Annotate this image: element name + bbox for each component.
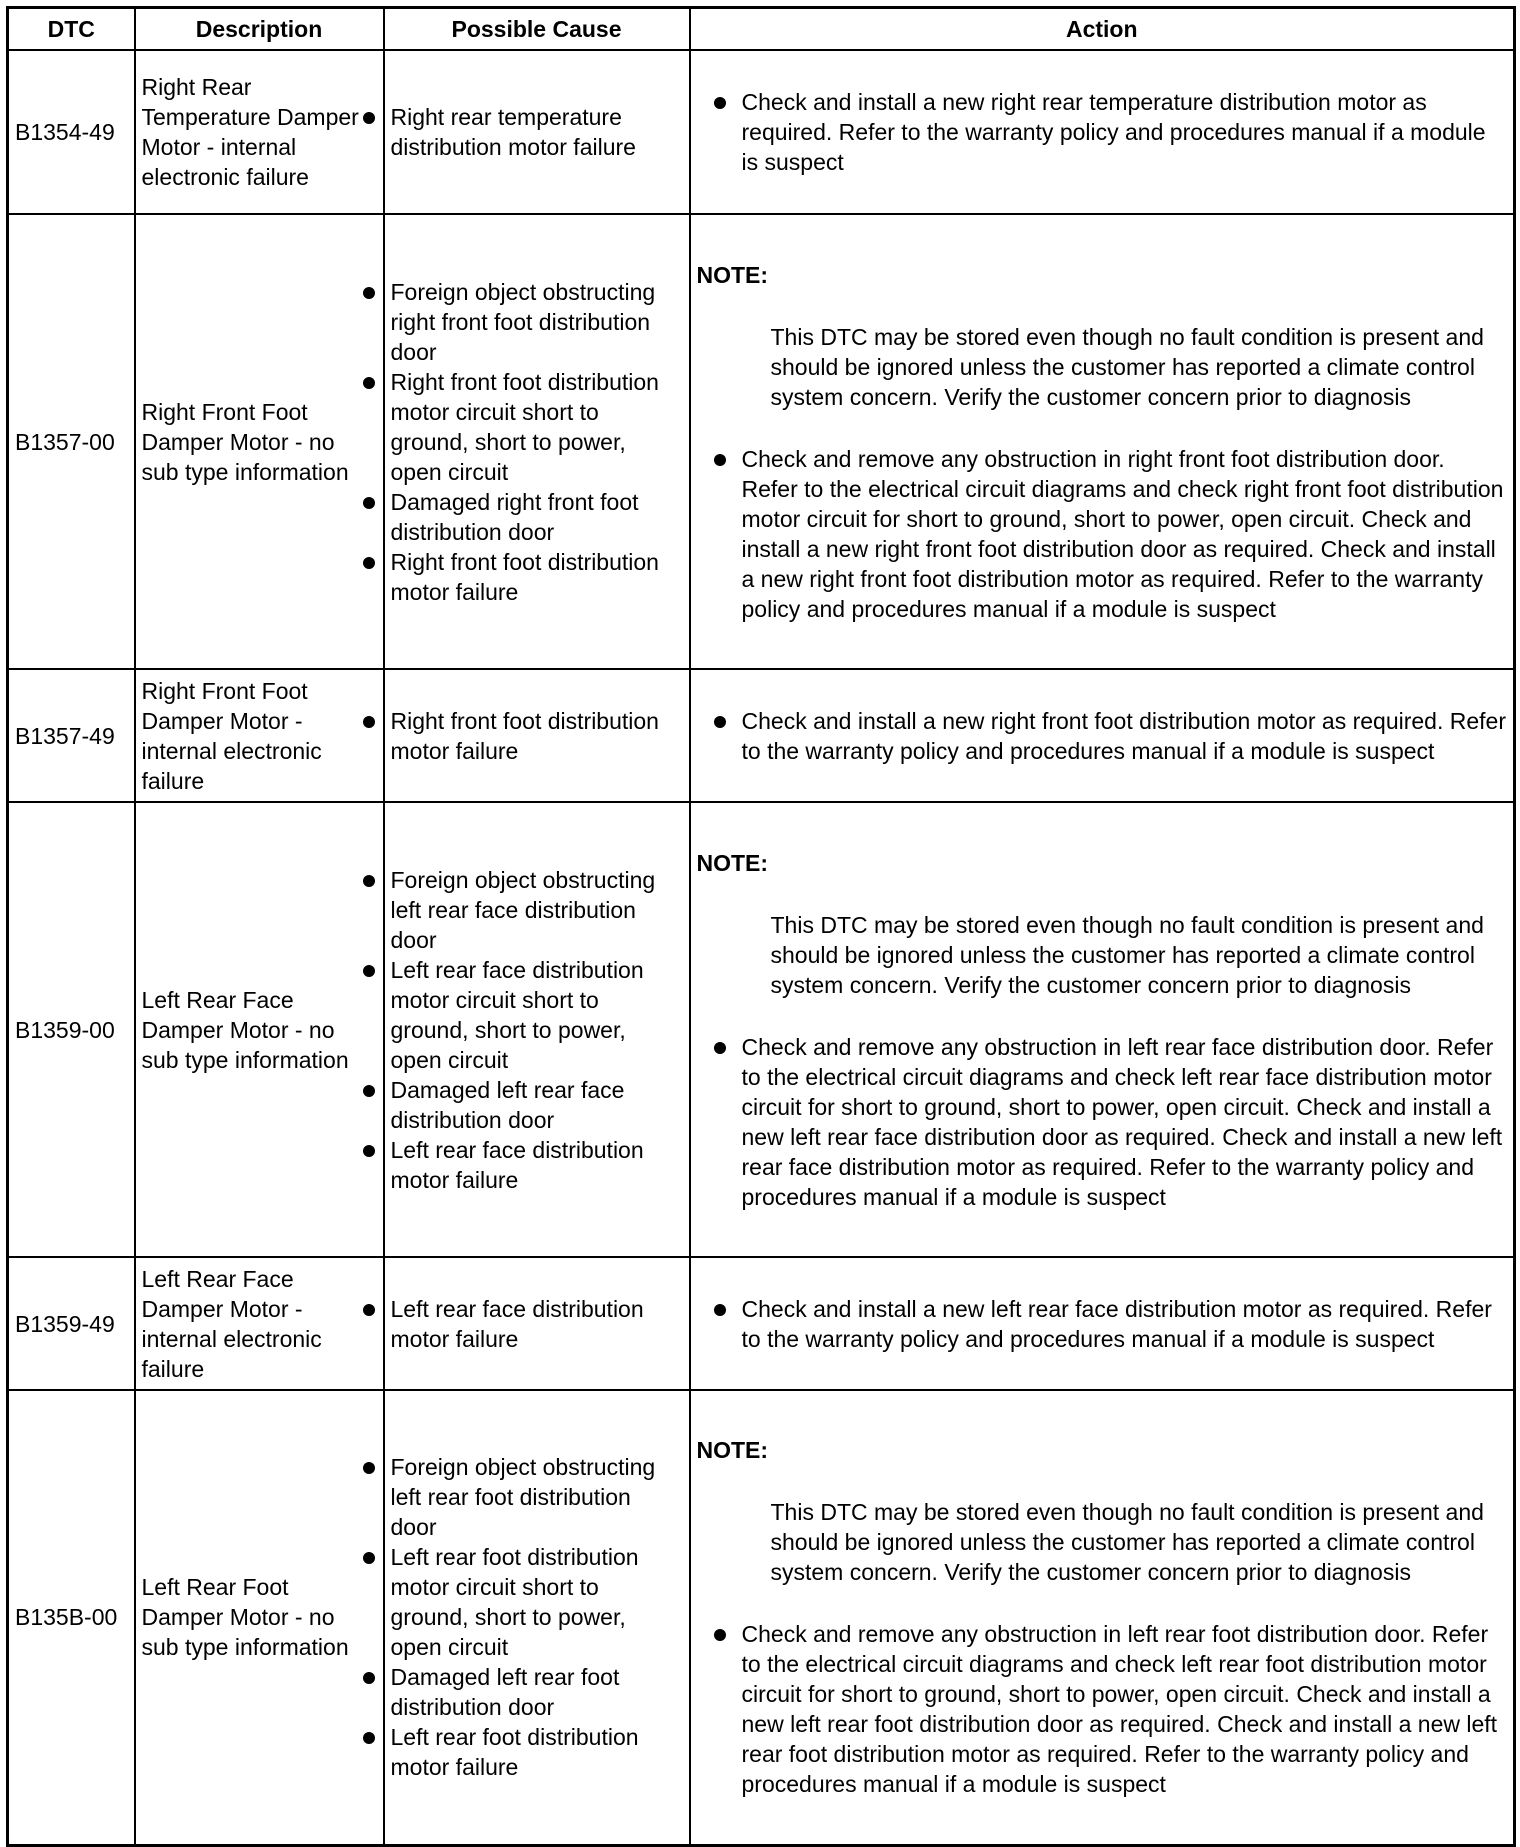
- note-text: This DTC may be stored even though no fault condition is present and should be ignored unless the customer has reported a climate control system concern. Verify the customer concern prior to diagnosis: [770, 911, 1484, 998]
- dtc-description: Left Rear Face Damper Motor - internal electronic failure: [135, 1257, 384, 1390]
- possible-cause-cell: [384, 50, 690, 214]
- possible-cause-cell: [384, 802, 690, 1257]
- note-label: NOTE:: [696, 1437, 769, 1464]
- dtc-description: Left Rear Foot Damper Motor - no sub type information: [135, 1390, 384, 1845]
- dtc-description: Right Front Foot Damper Motor - internal electronic failure: [135, 669, 384, 802]
- dtc-code: B1354-49: [8, 50, 135, 214]
- header-dtc: DTC: [8, 8, 135, 51]
- note-text: This DTC may be stored even though no fault condition is present and should be ignored unless the customer has reported a climate control system concern. Verify the customer concern prior to diagnosis: [770, 1499, 1484, 1586]
- table-row: [8, 50, 1515, 214]
- cause-item: Left rear foot distribution motor failure: [391, 1722, 683, 1782]
- header-action: Action: [690, 8, 1515, 51]
- dtc-description: Left Rear Face Damper Motor - no sub type information: [135, 802, 384, 1257]
- header-cause: Possible Cause: [384, 8, 690, 51]
- action-cell: [690, 669, 1515, 802]
- cause-item: Right rear temperature distribution motor failure: [391, 102, 683, 162]
- header-description: Description: [135, 8, 384, 51]
- dtc-code: B1359-49: [8, 1257, 135, 1390]
- action-item: Check and remove any obstruction in right front foot distribution door. Refer to the electrical circuit diagrams and check right front foot distribution motor circuit for short to ground, short to power, open circuit. Check and install a new right front foot distribution door as required. Check and install a new right front foot distribution motor as required. Refer to the warranty policy and procedures manual if a module is suspect: [742, 444, 1508, 624]
- note-label: NOTE:: [696, 261, 769, 288]
- note-text: This DTC may be stored even though no fault condition is present and should be ignored unless the customer has reported a climate control system concern. Verify the customer concern prior to diagnosis: [770, 323, 1484, 410]
- dtc-code: B135B-00: [8, 1390, 135, 1845]
- table-row: [8, 1390, 1515, 1845]
- cause-item: Left rear face distribution motor failure: [391, 1294, 683, 1354]
- action-item: Check and install a new left rear face distribution motor as required. Refer to the warranty policy and procedures manual if a module is suspect: [742, 1294, 1508, 1354]
- dtc-description: Right Front Foot Damper Motor - no sub type information: [135, 214, 384, 669]
- cause-item: Damaged left rear face distribution door: [391, 1075, 683, 1135]
- table-row: [8, 669, 1515, 802]
- action-item: Check and install a new right rear temperature distribution motor as required. Refer to the warranty policy and procedures manual if a module is suspect: [742, 87, 1508, 177]
- dtc-description: Right Rear Temperature Damper Motor - internal electronic failure: [135, 50, 384, 214]
- action-item: Check and install a new right front foot distribution motor as required. Refer to the warranty policy and procedures manual if a module is suspect: [741, 707, 1506, 764]
- action-cell: [690, 802, 1515, 1257]
- cause-item: Damaged right front foot distribution door: [391, 487, 683, 547]
- action-cell: [690, 50, 1515, 214]
- dtc-table: [6, 6, 1516, 1847]
- cause-item: Foreign object obstructing left rear face distribution door: [391, 865, 683, 955]
- cause-item: Left rear face distribution motor circuit short to ground, short to power, open circuit: [391, 955, 683, 1075]
- possible-cause-cell: [384, 1390, 690, 1845]
- possible-cause-cell: [384, 214, 690, 669]
- dtc-code: B1359-00: [8, 802, 135, 1257]
- dtc-code: B1357-49: [8, 669, 135, 802]
- table-row: [8, 1257, 1515, 1390]
- dtc-code: B1357-00: [8, 214, 135, 669]
- cause-item: Left rear face distribution motor failure: [391, 1135, 683, 1195]
- cause-item: Right front foot distribution motor circuit short to ground, short to power, open circuit: [391, 367, 683, 487]
- note-label: NOTE:: [696, 849, 769, 876]
- action-item: Check and remove any obstruction in left rear face distribution door. Refer to the electrical circuit diagrams and check left rear face distribution motor circuit for short to ground, short to power, open circuit. Check and install a new left rear face distribution door as required. Check and install a new left rear face distribution motor as required. Refer to the warranty policy and procedures manual if a module is suspect: [742, 1032, 1508, 1212]
- cause-item: Right front foot distribution motor failure: [391, 547, 683, 607]
- cause-item: Right front foot distribution motor failure: [391, 706, 683, 766]
- cause-item: Foreign object obstructing right front foot distribution door: [391, 277, 683, 367]
- action-cell: [690, 1257, 1515, 1390]
- possible-cause-cell: [384, 669, 690, 802]
- table-row: [8, 802, 1515, 1257]
- action-cell: [690, 214, 1515, 669]
- cause-item: Left rear foot distribution motor circuit short to ground, short to power, open circuit: [391, 1542, 683, 1662]
- action-item: Check and remove any obstruction in left rear foot distribution door. Refer to the electrical circuit diagrams and check left rear foot distribution motor circuit for short to ground, short to power, open circuit. Check and install a new left rear foot distribution door as required. Check and install a new left rear foot distribution motor as required. Refer to the warranty policy and procedures manual if a module is suspect: [742, 1619, 1508, 1799]
- cause-item: Foreign object obstructing left rear foot distribution door: [391, 1452, 683, 1542]
- cause-item: Damaged left rear foot distribution door: [391, 1662, 683, 1722]
- header-row: [8, 8, 1515, 51]
- table-row: [8, 214, 1515, 669]
- possible-cause-cell: [384, 1257, 690, 1390]
- action-cell: [690, 1390, 1515, 1845]
